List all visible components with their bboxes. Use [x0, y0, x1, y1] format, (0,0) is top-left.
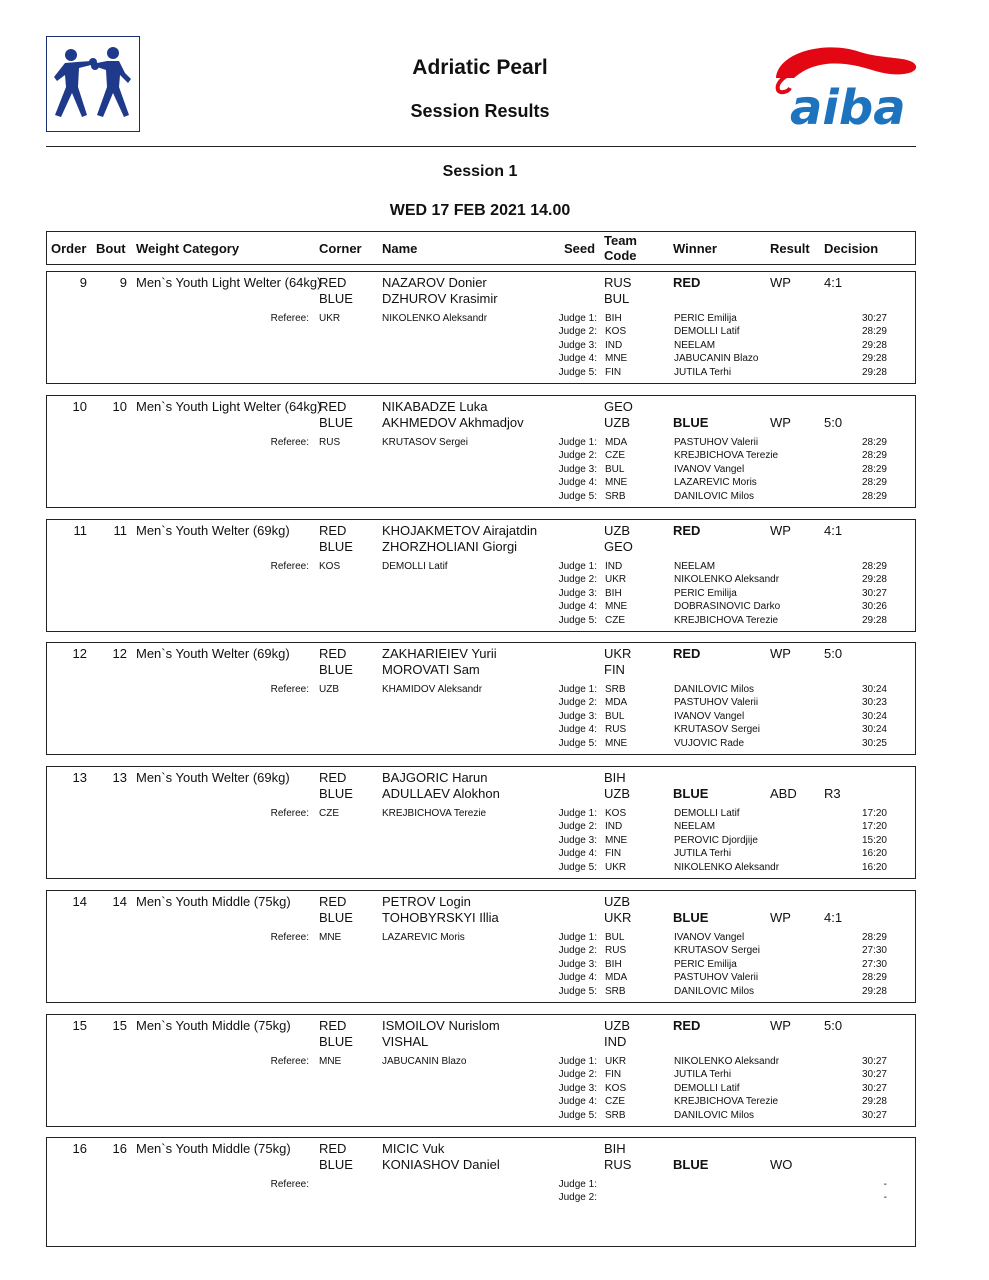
corner-red: RED [319, 399, 347, 414]
corner-red: RED [319, 770, 347, 785]
judge-label: Judge 1: [558, 1179, 597, 1190]
corner-blue: BLUE [319, 910, 353, 925]
judge-label: Judge 1: [558, 561, 597, 572]
col-result: Result [770, 241, 810, 256]
bout-order: 13 [72, 770, 87, 785]
judge-score: 17:20 [861, 821, 887, 832]
judge-score: 30:24 [861, 684, 887, 695]
bout-block [46, 519, 916, 632]
judge-code: UKR [605, 574, 627, 585]
judge-name: PERIC Emilija [674, 959, 737, 970]
judge-name: KREJBICHOVA Terezie [674, 615, 779, 626]
judge-label: Judge 2: [558, 450, 597, 461]
judge-code: UKR [605, 862, 627, 873]
col-corner: Corner [319, 241, 362, 256]
referee-label: Referee: [270, 437, 309, 448]
bout-block [46, 1014, 916, 1127]
judge-name: PERIC Emilija [674, 313, 737, 324]
judge-code: KOS [605, 326, 627, 337]
judge-code: IND [605, 561, 623, 572]
judge-label: Judge 3: [558, 959, 597, 970]
judge-name: LAZAREVIC Moris [674, 477, 757, 488]
judge-name: KREJBICHOVA Terezie [674, 1096, 779, 1107]
aiba-logo [768, 38, 920, 130]
judge-name: DEMOLLI Latif [674, 808, 740, 819]
referee-label: Referee: [270, 1056, 309, 1067]
referee-name: KRUTASOV Sergei [382, 437, 468, 448]
judge-name: PERIC Emilija [674, 588, 737, 599]
judge-score: 30:25 [861, 738, 887, 749]
blue-team-code: UZB [604, 415, 630, 430]
judge-name: JABUCANIN Blazo [674, 353, 759, 364]
judge-code: FIN [605, 848, 622, 859]
bout-order: 15 [72, 1018, 87, 1033]
judge-code: BIH [605, 313, 622, 324]
col-winner: Winner [673, 241, 717, 256]
blue-team-code: RUS [604, 1157, 632, 1172]
weight-category: Men`s Youth Light Welter (64kg) [136, 399, 322, 414]
blue-team-code: UKR [604, 910, 632, 925]
judge-name: PASTUHOV Valerii [674, 437, 759, 448]
judge-score: 30:27 [861, 1056, 887, 1067]
judge-score: 28:29 [861, 491, 887, 502]
judge-score: 29:28 [861, 986, 887, 997]
judge-code: BUL [605, 932, 625, 943]
judge-score: - [883, 1179, 887, 1190]
winner: BLUE [673, 415, 709, 430]
judge-score: 29:28 [861, 574, 887, 585]
bout-block [46, 1137, 916, 1247]
corner-red: RED [319, 523, 347, 538]
col-team-code-line2: Code [604, 248, 637, 263]
judge-code: MDA [605, 437, 628, 448]
judge-label: Judge 2: [558, 697, 597, 708]
judge-code: SRB [605, 986, 626, 997]
judge-code: MNE [605, 835, 628, 846]
judge-code: SRB [605, 1110, 626, 1121]
judge-name: IVANOV Vangel [674, 711, 745, 722]
judge-label: Judge 4: [558, 601, 597, 612]
judge-label: Judge 3: [558, 340, 597, 351]
judge-score: 27:30 [861, 959, 887, 970]
judge-name: NEELAM [674, 821, 716, 832]
judge-code: SRB [605, 491, 626, 502]
judge-label: Judge 5: [558, 491, 597, 502]
judge-score: 28:29 [861, 972, 887, 983]
bout-number: 11 [113, 523, 127, 538]
col-weight-category: Weight Category [136, 241, 240, 256]
result: WP [770, 1018, 791, 1033]
judge-label: Judge 1: [558, 808, 597, 819]
referee-label: Referee: [270, 808, 309, 819]
col-team-code-line1: Team [604, 233, 637, 248]
red-team-code: BIH [604, 770, 626, 785]
bout-block [46, 766, 916, 879]
judge-label: Judge 3: [558, 711, 597, 722]
judge-name: NIKOLENKO Aleksandr [674, 1056, 780, 1067]
judge-score: 30:27 [861, 1069, 887, 1080]
judge-label: Judge 2: [558, 1069, 597, 1080]
judge-label: Judge 2: [558, 326, 597, 337]
result: WP [770, 415, 791, 430]
corner-red: RED [319, 894, 347, 909]
bout-order: 12 [72, 646, 87, 661]
judge-score: 29:28 [861, 340, 887, 351]
judge-name: JUTILA Terhi [674, 848, 732, 859]
judge-code: MNE [605, 601, 628, 612]
decision: 4:1 [824, 910, 843, 925]
judge-code: MNE [605, 477, 628, 488]
judge-score: - [883, 1192, 887, 1203]
blue-boxer-name: ZHORZHOLIANI Giorgi [382, 539, 518, 554]
result: WP [770, 523, 791, 538]
judge-score: 30:23 [861, 697, 887, 708]
judge-name: IVANOV Vangel [674, 464, 745, 475]
decision: 5:0 [824, 1018, 843, 1033]
corner-blue: BLUE [319, 415, 353, 430]
session-datetime: WED 17 FEB 2021 14.00 [389, 202, 571, 219]
judge-score: 30:26 [861, 601, 887, 612]
judge-code: MNE [605, 353, 628, 364]
judge-score: 29:28 [861, 367, 887, 378]
judge-name: VUJOVIC Rade [674, 738, 745, 749]
bout-number: 14 [112, 894, 127, 909]
bout-number: 13 [112, 770, 127, 785]
result: WP [770, 646, 791, 661]
referee-label: Referee: [270, 932, 309, 943]
judge-score: 16:20 [861, 848, 887, 859]
bout-block [46, 890, 916, 1003]
judge-label: Judge 1: [558, 932, 597, 943]
judge-name: PASTUHOV Valerii [674, 972, 759, 983]
judge-score: 16:20 [861, 862, 887, 873]
judge-score: 30:24 [861, 711, 887, 722]
bout-order: 14 [72, 894, 87, 909]
blue-boxer-name: MOROVATI Sam [382, 662, 480, 677]
judge-name: KRUTASOV Sergei [674, 724, 760, 735]
red-boxer-name: ISMOILOV Nurislom [382, 1018, 500, 1033]
referee-name: DEMOLLI Latif [382, 561, 448, 572]
weight-category: Men`s Youth Middle (75kg) [136, 1141, 291, 1156]
judge-score: 28:29 [861, 561, 887, 572]
column-header-row [46, 231, 916, 265]
judge-label: Judge 2: [558, 821, 597, 832]
judge-name: DEMOLLI Latif [674, 1083, 740, 1094]
judge-score: 29:28 [861, 615, 887, 626]
judge-code: CZE [605, 1096, 625, 1107]
corner-blue: BLUE [319, 786, 353, 801]
col-seed: Seed [564, 241, 596, 256]
bout-order: 10 [72, 399, 87, 414]
judge-label: Judge 3: [558, 464, 597, 475]
decision: R3 [824, 786, 841, 801]
blue-boxer-name: ADULLAEV Alokhon [382, 786, 500, 801]
blue-team-code: GEO [604, 539, 633, 554]
winner: BLUE [673, 910, 709, 925]
judge-score: 29:28 [861, 1096, 887, 1107]
judge-name: DOBRASINOVIC Darko [674, 601, 781, 612]
blue-team-code: IND [604, 1034, 627, 1049]
blue-boxer-name: VISHAL [382, 1034, 429, 1049]
event-title: Adriatic Pearl [412, 56, 548, 79]
judge-name: DANILOVIC Milos [674, 1110, 755, 1121]
judge-label: Judge 5: [558, 862, 597, 873]
judge-name: DEMOLLI Latif [674, 326, 740, 337]
corner-red: RED [319, 275, 347, 290]
judge-name: KRUTASOV Sergei [674, 945, 760, 956]
session-title: Session 1 [442, 163, 518, 180]
aiba-logo-graphic [768, 38, 920, 130]
referee-code: MNE [319, 932, 342, 943]
red-team-code: RUS [604, 275, 632, 290]
referee-name: KREJBICHOVA Terezie [382, 808, 487, 819]
bout-block [46, 271, 916, 384]
judge-score: 30:24 [861, 724, 887, 735]
judge-score: 30:27 [861, 588, 887, 599]
judge-score: 28:29 [861, 464, 887, 475]
bout-number: 10 [112, 399, 127, 414]
judge-name: JUTILA Terhi [674, 367, 732, 378]
aiba-logo-text: aiba [790, 80, 906, 130]
weight-category: Men`s Youth Welter (69kg) [136, 523, 290, 538]
judge-score: 28:29 [861, 437, 887, 448]
judge-name: DANILOVIC Milos [674, 684, 755, 695]
corner-blue: BLUE [319, 1034, 353, 1049]
referee-label: Referee: [270, 684, 309, 695]
blue-boxer-name: KONIASHOV Daniel [382, 1157, 500, 1172]
bout-number: 9 [119, 275, 127, 290]
corner-red: RED [319, 1018, 347, 1033]
judge-code: IND [605, 821, 623, 832]
judge-code: KOS [605, 1083, 627, 1094]
document-title: Session Results [410, 101, 550, 121]
boxing-federation-logo [46, 36, 140, 132]
decision: 4:1 [824, 523, 843, 538]
referee-label: Referee: [270, 561, 309, 572]
judge-label: Judge 4: [558, 724, 597, 735]
decision: 5:0 [824, 646, 843, 661]
winner: RED [673, 275, 701, 290]
referee-code: CZE [319, 808, 339, 819]
referee-label: Referee: [270, 313, 309, 324]
judge-label: Judge 4: [558, 477, 597, 488]
judge-label: Judge 3: [558, 588, 597, 599]
judge-label: Judge 5: [558, 738, 597, 749]
judge-label: Judge 1: [558, 684, 597, 695]
judge-code: BIH [605, 588, 622, 599]
judge-name: NEELAM [674, 340, 716, 351]
referee-label: Referee: [270, 1179, 309, 1190]
corner-blue: BLUE [319, 291, 353, 306]
judge-score: 28:29 [861, 932, 887, 943]
judge-code: CZE [605, 615, 625, 626]
blue-team-code: BUL [604, 291, 630, 306]
red-boxer-name: MICIC Vuk [382, 1141, 445, 1156]
bout-block [46, 642, 916, 755]
result: WP [770, 275, 791, 290]
referee-code: KOS [319, 561, 341, 572]
bout-number: 12 [112, 646, 127, 661]
winner: BLUE [673, 786, 709, 801]
blue-team-code: UZB [604, 786, 630, 801]
judge-label: Judge 1: [558, 1056, 597, 1067]
corner-red: RED [319, 1141, 347, 1156]
weight-category: Men`s Youth Light Welter (64kg) [136, 275, 322, 290]
referee-name: JABUCANIN Blazo [382, 1056, 467, 1067]
winner: BLUE [673, 1157, 709, 1172]
judge-label: Judge 4: [558, 848, 597, 859]
judge-label: Judge 5: [558, 1110, 597, 1121]
referee-name: NIKOLENKO Aleksandr [382, 313, 488, 324]
winner: RED [673, 1018, 701, 1033]
judge-name: KREJBICHOVA Terezie [674, 450, 779, 461]
judge-code: MDA [605, 972, 628, 983]
winner: RED [673, 646, 701, 661]
red-boxer-name: KHOJAKMETOV Airajatdin [382, 523, 538, 538]
judge-score: 29:28 [861, 353, 887, 364]
judge-code: RUS [605, 724, 627, 735]
judge-name: JUTILA Terhi [674, 1069, 732, 1080]
col-decision: Decision [824, 241, 879, 256]
blue-boxer-name: DZHUROV Krasimir [382, 291, 498, 306]
weight-category: Men`s Youth Middle (75kg) [136, 1018, 291, 1033]
judge-code: KOS [605, 808, 627, 819]
header-divider [46, 146, 916, 147]
decision: 4:1 [824, 275, 843, 290]
red-team-code: UZB [604, 894, 630, 909]
col-name: Name [382, 241, 418, 256]
blue-boxer-name: AKHMEDOV Akhmadjov [382, 415, 524, 430]
judge-code: UKR [605, 1056, 627, 1067]
judge-code: BUL [605, 464, 625, 475]
judge-name: IVANOV Vangel [674, 932, 745, 943]
corner-blue: BLUE [319, 539, 353, 554]
bout-number: 15 [112, 1018, 127, 1033]
judge-code: FIN [605, 1069, 622, 1080]
referee-name: LAZAREVIC Moris [382, 932, 465, 943]
judge-name: PASTUHOV Valerii [674, 697, 759, 708]
bout-order: 11 [73, 523, 87, 538]
judge-code: MNE [605, 738, 628, 749]
referee-code: UZB [319, 684, 339, 695]
blue-team-code: FIN [604, 662, 625, 677]
judge-label: Judge 2: [558, 945, 597, 956]
judge-label: Judge 2: [558, 574, 597, 585]
red-boxer-name: PETROV Login [382, 894, 471, 909]
red-team-code: UKR [604, 646, 632, 661]
judge-name: DANILOVIC Milos [674, 491, 755, 502]
judge-score: 28:29 [861, 326, 887, 337]
judge-score: 30:27 [861, 313, 887, 324]
decision: 5:0 [824, 415, 843, 430]
judge-name: NIKOLENKO Aleksandr [674, 862, 780, 873]
red-boxer-name: NIKABADZE Luka [382, 399, 488, 414]
referee-name: KHAMIDOV Aleksandr [382, 684, 483, 695]
col-bout: Bout [96, 241, 126, 256]
bout-order: 16 [72, 1141, 87, 1156]
judge-label: Judge 1: [558, 313, 597, 324]
judge-score: 30:27 [861, 1083, 887, 1094]
corner-red: RED [319, 646, 347, 661]
winner: RED [673, 523, 701, 538]
result: WP [770, 910, 791, 925]
judge-code: CZE [605, 450, 625, 461]
judge-label: Judge 4: [558, 1096, 597, 1107]
referee-code: UKR [319, 313, 341, 324]
result: ABD [770, 786, 797, 801]
result: WO [770, 1157, 793, 1172]
judge-name: NEELAM [674, 561, 716, 572]
judge-label: Judge 5: [558, 986, 597, 997]
judge-name: PEROVIC Djordjije [674, 835, 758, 846]
judge-label: Judge 4: [558, 353, 597, 364]
bout-number: 16 [112, 1141, 127, 1156]
judge-code: BUL [605, 711, 625, 722]
judge-score: 30:27 [861, 1110, 887, 1121]
judge-score: 28:29 [861, 450, 887, 461]
bout-block [46, 395, 916, 508]
bout-order: 9 [79, 275, 87, 290]
red-boxer-name: BAJGORIC Harun [382, 770, 488, 785]
weight-category: Men`s Youth Welter (69kg) [136, 646, 290, 661]
red-team-code: UZB [604, 523, 630, 538]
judge-label: Judge 3: [558, 1083, 597, 1094]
judge-score: 15:20 [861, 835, 887, 846]
corner-blue: BLUE [319, 662, 353, 677]
red-team-code: BIH [604, 1141, 626, 1156]
judge-score: 27:30 [861, 945, 887, 956]
referee-code: RUS [319, 437, 341, 448]
judge-code: RUS [605, 945, 627, 956]
judge-name: DANILOVIC Milos [674, 986, 755, 997]
judge-label: Judge 1: [558, 437, 597, 448]
col-order: Order [51, 241, 87, 256]
judge-code: BIH [605, 959, 622, 970]
judge-score: 17:20 [861, 808, 887, 819]
blue-boxer-name: TOHOBYRSKYI Illia [382, 910, 499, 925]
red-team-code: UZB [604, 1018, 630, 1033]
red-boxer-name: ZAKHARIEIEV Yurii [382, 646, 497, 661]
corner-blue: BLUE [319, 1157, 353, 1172]
judge-label: Judge 4: [558, 972, 597, 983]
judge-score: 28:29 [861, 477, 887, 488]
weight-category: Men`s Youth Middle (75kg) [136, 894, 291, 909]
judge-label: Judge 2: [558, 1192, 597, 1203]
judge-code: FIN [605, 367, 622, 378]
boxers-silhouette-icon [47, 37, 138, 130]
judge-code: IND [605, 340, 623, 351]
judge-label: Judge 3: [558, 835, 597, 846]
weight-category: Men`s Youth Welter (69kg) [136, 770, 290, 785]
judge-label: Judge 5: [558, 615, 597, 626]
red-team-code: GEO [604, 399, 633, 414]
red-boxer-name: NAZAROV Donier [382, 275, 487, 290]
judge-code: MDA [605, 697, 628, 708]
judge-code: SRB [605, 684, 626, 695]
judge-label: Judge 5: [558, 367, 597, 378]
judge-name: NIKOLENKO Aleksandr [674, 574, 780, 585]
referee-code: MNE [319, 1056, 342, 1067]
